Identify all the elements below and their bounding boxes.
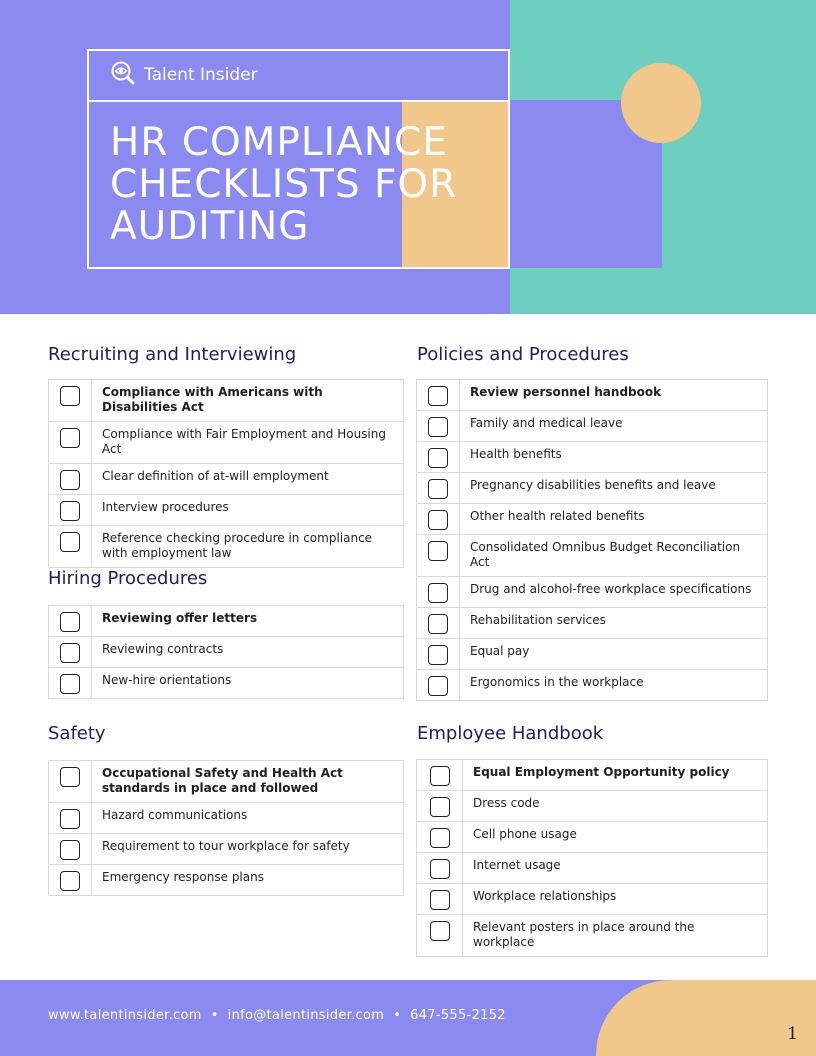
website-link[interactable]: www.talentinsider.com [48,1008,202,1023]
checkbox[interactable] [60,532,80,552]
checklist-row [49,865,404,896]
checklist-item-label: Equal pay [460,639,768,670]
checklist-item-label: Equal Employment Opportunity policy [463,760,768,791]
checklist-row [49,495,404,526]
checklist-item-label: Pregnancy disabilities benefits and leave [460,473,768,504]
checklist-item-label: Family and medical leave [460,411,768,442]
checklist-item-label: New-hire orientations [92,668,404,699]
checklist-item-label: Drug and alcohol-free workplace specifications [460,577,768,608]
checklist-item-label: Reviewing contracts [92,637,404,668]
checklist-safety [48,760,404,896]
footer-separator: • [393,1008,402,1023]
footer-separator: • [210,1008,219,1023]
checkbox[interactable] [428,448,448,468]
checklist-row [417,639,768,670]
checklist-item-label: Other health related benefits [460,504,768,535]
checkbox[interactable] [60,643,80,663]
section-title-policies: Policies and Procedures [417,344,629,365]
checkbox[interactable] [60,809,80,829]
checklist-row [49,803,404,834]
checklist-item-label: Requirement to tour workplace for safety [92,834,404,865]
checklist-row [49,668,404,699]
checkbox[interactable] [428,479,448,499]
checklist-item-label: Relevant posters in place around the workplace [463,915,768,957]
checkbox[interactable] [60,871,80,891]
checklist-row [417,504,768,535]
checkbox[interactable] [428,510,448,530]
footer-decorative-shape [596,980,816,1056]
checklist-item-label: Ergonomics in the workplace [460,670,768,701]
checklist-row [417,442,768,473]
checklist-item-label: Dress code [463,791,768,822]
checklist-item-label: Cell phone usage [463,822,768,853]
checklist-row [49,637,404,668]
checklist-handbook [416,759,768,957]
checklist-row [417,535,768,577]
checklist-hiring [48,605,404,699]
checkbox[interactable] [60,612,80,632]
checklist-policies [416,379,768,701]
section-title-handbook: Employee Handbook [417,723,604,744]
checkbox[interactable] [60,767,80,787]
checklist-recruiting [48,379,404,568]
checkbox[interactable] [60,674,80,694]
checkbox[interactable] [60,386,80,406]
checkbox[interactable] [428,645,448,665]
page-title: HR COMPLIANCE CHECKLISTS FOR AUDITING [110,120,458,249]
checklist-row [417,791,768,822]
checklist-row [49,464,404,495]
checklist-item-label: Review personnel handbook [460,380,768,411]
checkbox[interactable] [428,386,448,406]
page-number: 1 [787,1024,798,1044]
magnifier-eye-icon [110,60,136,90]
checkbox[interactable] [428,676,448,696]
checklist-row [417,760,768,791]
checklist-row [49,380,404,422]
checkbox[interactable] [428,583,448,603]
checklist-item-label: Emergency response plans [92,865,404,896]
checklist-row [417,853,768,884]
checkbox[interactable] [430,859,450,879]
footer-contact [48,1008,506,1023]
decorative-peach-circle [621,63,701,143]
checkbox[interactable] [430,921,450,941]
section-title-recruiting: Recruiting and Interviewing [48,344,297,365]
checklist-row [417,380,768,411]
checkbox[interactable] [428,417,448,437]
checklist-item-label: Health benefits [460,442,768,473]
checklist-item-label: Internet usage [463,853,768,884]
checkbox[interactable] [60,840,80,860]
checkbox[interactable] [60,428,80,448]
checklist-item-label: Workplace relationships [463,884,768,915]
brand-name: Talent Insider [144,65,258,85]
checkbox[interactable] [430,797,450,817]
checklist-item-label: Consolidated Omnibus Budget Reconciliation Act [460,535,768,577]
checkbox[interactable] [430,828,450,848]
checklist-row [417,822,768,853]
checkbox[interactable] [60,501,80,521]
section-title-safety: Safety [48,723,106,744]
checklist-item-label: Reviewing offer letters [92,606,404,637]
checklist-item-label: Compliance with Americans with Disabilities Act [92,380,404,422]
checklist-item-label: Compliance with Fair Employment and Housing Act [92,422,404,464]
checklist-item-label: Reference checking procedure in compliance with employment law [92,526,404,568]
checklist-row [49,834,404,865]
checkbox[interactable] [428,541,448,561]
checklist-row [49,606,404,637]
checklist-item-label: Occupational Safety and Health Act standards in place and followed [92,761,404,803]
checkbox[interactable] [430,890,450,910]
checklist-row [49,422,404,464]
checklist-row [49,761,404,803]
checklist-row [417,608,768,639]
checkbox[interactable] [60,470,80,490]
checklist-item-label: Hazard communications [92,803,404,834]
checklist-row [417,473,768,504]
checkbox[interactable] [430,766,450,786]
checklist-row [417,670,768,701]
checkbox[interactable] [428,614,448,634]
checklist-row [417,915,768,957]
checklist-item-label: Interview procedures [92,495,404,526]
checklist-item-label: Clear definition of at-will employment [92,464,404,495]
checklist-row [417,411,768,442]
checklist-item-label: Rehabilitation services [460,608,768,639]
brand [110,60,258,90]
checklist-row [417,577,768,608]
checklist-row [417,884,768,915]
checklist-row [49,526,404,568]
section-title-hiring: Hiring Procedures [48,568,208,589]
phone-number: 647-555-2152 [410,1008,506,1023]
email-link[interactable]: info@talentinsider.com [227,1008,385,1023]
footer [0,980,816,1056]
